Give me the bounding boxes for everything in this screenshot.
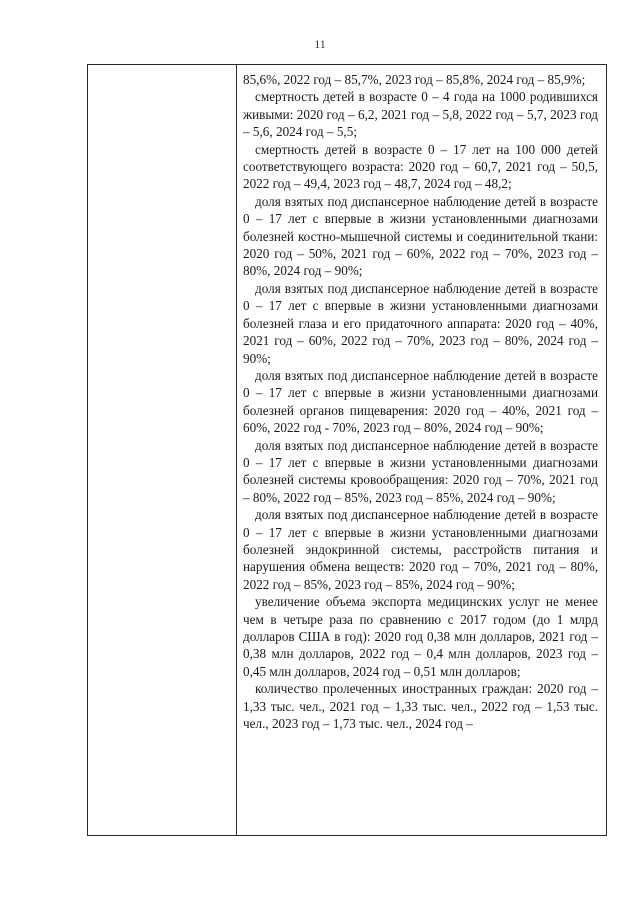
page-number: 11	[314, 37, 326, 51]
table-right-cell	[243, 71, 598, 732]
paragraph-continued: 85,6%, 2022 год – 85,7%, 2023 год – 85,8%, 2024 год – 85,9%;	[243, 72, 586, 87]
paragraph-medical-export: увеличение объема экспорта медицинских услуг не менее чем в четыре раза по сравнению с 2017 годом (до 1 млрд долларов США в год): 2020 год 0,38 млн долларов, 2021 год – 0,38 млн долларов, 2022 год – 0,4 млн долларов, 2023 год – 0,45 млн долларов, 2024 год – 0,51 млн долларов;	[243, 594, 598, 679]
paragraph-foreign-patients: количество пролеченных иностранных граждан: 2020 год – 1,33 тыс. чел., 2021 год – 1,33 тыс. чел., 2022 год – 1,53 тыс. чел., 2023 год – 1,73 тыс. чел., 2024 год –	[243, 681, 598, 732]
paragraph-circulatory: доля взятых под диспансерное наблюдение детей в возрасте 0 – 17 лет с впервые в жизни установленными диагнозами болезней системы кровообращения: 2020 год – 70%, 2021 год – 80%, 2022 год – 85%, 2023 год – 85%, 2024 год – 90%;	[243, 437, 598, 505]
paragraph-musculoskeletal: доля взятых под диспансерное наблюдение детей в возрасте 0 – 17 лет с впервые в жизни установленными диагнозами болезней костно-мышечной системы и соединительной ткани: 2020 год – 50%, 2021 год – 60%, 2022 год – 70%, 2023 год – 80%, 2024 год – 90%;	[243, 193, 598, 279]
paragraph-eye: доля взятых под диспансерное наблюдение детей в возрасте 0 – 17 лет с впервые в жизни установленными диагнозами болезней глаза и его придаточного аппарата: 2020 год – 40%, 2021 год – 60%, 2022 год – 70%, 2023 год – 80%, 2024 год – 90%;	[243, 280, 598, 366]
document-table	[87, 64, 607, 836]
paragraph-digestive: доля взятых под диспансерное наблюдение детей в возрасте 0 – 17 лет с впервые в жизни установленными диагнозами болезней органов пищеварения: 2020 год – 40%, 2021 год – 60%, 2022 год - 70%, 2023 год – 80%, 2024 год – 90%;	[243, 367, 598, 436]
column-divider	[236, 65, 237, 835]
paragraph-child-mortality-0-4: смертность детей в возрасте 0 – 4 года на 1000 родившихся живыми: 2020 год – 6,2, 2021 год – 5,8, 2022 год – 5,7, 2023 год – 5,6, 2024 год – 5,5;	[243, 89, 598, 140]
paragraph-endocrine: доля взятых под диспансерное наблюдение детей в возрасте 0 – 17 лет с впервые в жизни установленными диагнозами болезней эндокринной системы, расстройств питания и нарушения обмена веществ: 2020 год – 70%, 2021 год – 80%, 2022 год – 85%, 2023 год – 85%, 2024 год – 90%;	[243, 507, 598, 592]
paragraph-child-mortality-0-17: смертность детей в возрасте 0 – 17 лет на 100 000 детей соответствующего возраста: 2020 год – 60,7, 2021 год – 50,5, 2022 год – 49,4, 2023 год – 48,7, 2024 год – 48,2;	[243, 141, 598, 192]
